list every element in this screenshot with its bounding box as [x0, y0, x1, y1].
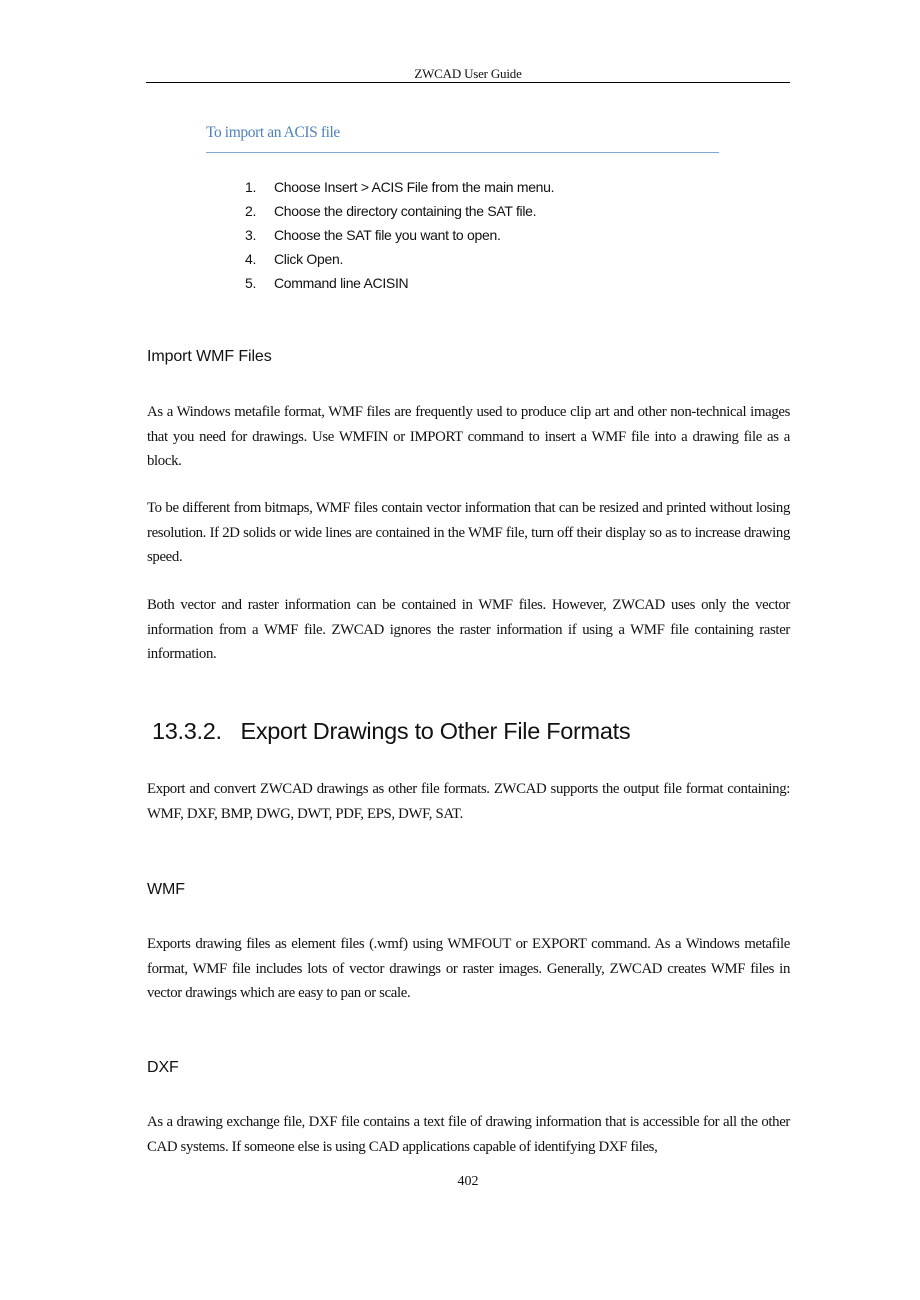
- procedure-title-underline: [206, 152, 719, 153]
- section-heading-dxf: DXF: [147, 1059, 179, 1076]
- procedure-title: To import an ACIS file: [206, 124, 340, 141]
- header-divider: [146, 82, 790, 83]
- procedure-steps-list: [245, 175, 554, 295]
- step-number: 1.: [245, 179, 257, 195]
- step-number: 4.: [245, 251, 257, 267]
- section-heading-import-wmf: Import WMF Files: [147, 348, 272, 365]
- paragraph: Export and convert ZWCAD drawings as other file formats. ZWCAD supports the output file format containing: WMF, DXF, BMP, DWG, DWT, PDF, EPS, DWF, SAT.: [147, 781, 790, 822]
- list-item: [245, 199, 554, 223]
- list-item: [245, 271, 554, 295]
- list-item: [245, 175, 554, 199]
- step-text: Choose Insert > ACIS File from the main menu.: [274, 179, 555, 195]
- page-number: 402: [457, 1174, 479, 1189]
- list-item: [245, 247, 554, 271]
- step-text: Choose the directory containing the SAT file.: [274, 203, 537, 219]
- paragraph: As a Windows metafile format, WMF files are frequently used to produce clip art and other non-technical images that you need for drawings. Use WMFIN or IMPORT command to insert a WMF file into a drawing file as a block.: [147, 404, 790, 469]
- section-heading-export: [152, 718, 630, 745]
- paragraph: Both vector and raster information can be contained in WMF files. However, ZWCAD uses only the vector information from a WMF file. ZWCAD ignores the raster information if using a WMF file containing raster information.: [147, 597, 790, 662]
- paragraph: As a drawing exchange file, DXF file contains a text file of drawing information that is accessible for all the other CAD systems. If someone else is using CAD applications capable of identifying DXF files,: [147, 1114, 790, 1155]
- step-text: Choose the SAT file you want to open.: [274, 227, 501, 243]
- step-text: Command line ACISIN: [274, 275, 409, 291]
- step-text: Click Open.: [274, 251, 344, 267]
- running-header: ZWCAD User Guide: [414, 66, 522, 81]
- section-heading-text: 13.3.2. Export Drawings to Other File Formats: [152, 718, 631, 744]
- step-number: 2.: [245, 203, 257, 219]
- step-number: 5.: [245, 275, 257, 291]
- section-heading-wmf: WMF: [147, 881, 185, 898]
- paragraph: To be different from bitmaps, WMF files contain vector information that can be resized and printed without losing resolution. If 2D solids or wide lines are contained in the WMF file, turn off their display so as to increase drawing speed.: [147, 500, 790, 565]
- step-number: 3.: [245, 227, 257, 243]
- list-item: [245, 223, 554, 247]
- paragraph: Exports drawing files as element files (.wmf) using WMFOUT or EXPORT command. As a Windows metafile format, WMF file includes lots of vector drawings or raster images. Generally, ZWCAD creates WMF files in vector drawings which are easy to pan or scale.: [147, 936, 790, 1001]
